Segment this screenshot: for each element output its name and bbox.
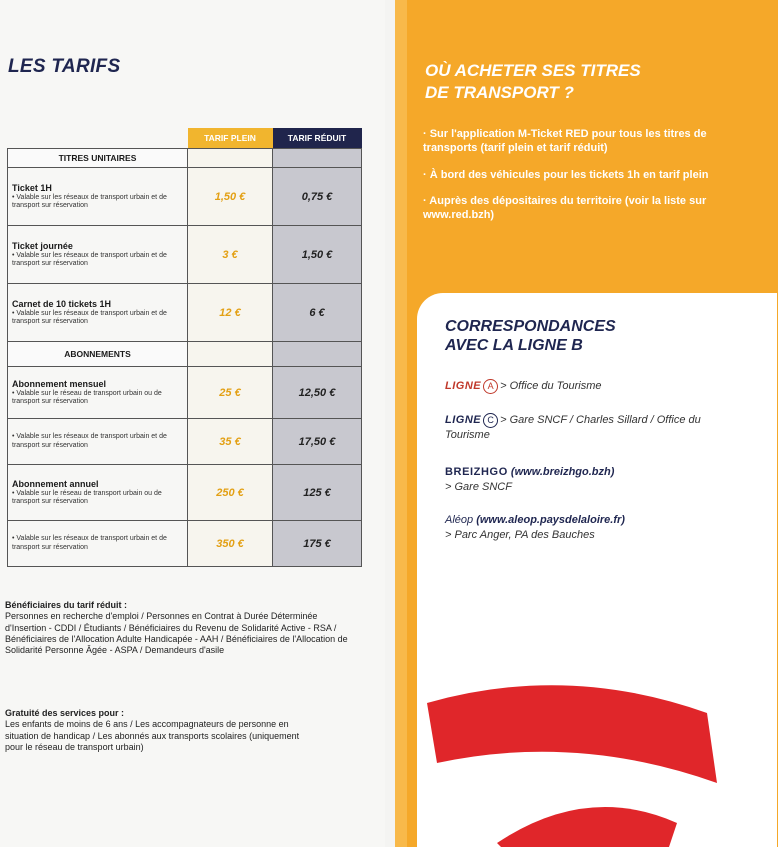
price-plein: 350 € (188, 521, 273, 567)
price-reduit: 1,50 € (273, 226, 362, 284)
section-header: TITRES UNITAIRES (8, 149, 188, 168)
red-swoosh-graphic (417, 673, 777, 847)
breizhgo-block (445, 465, 614, 495)
row-title: Abonnement annuel (12, 478, 99, 489)
ligne-label: LIGNE (445, 380, 482, 392)
col-header-reduit: TARIF RÉDUIT (273, 128, 362, 149)
row-desc: • Valable sur les réseaux de transport urbain et de transport sur réservation (12, 251, 167, 267)
aleop-sub: > Parc Anger, PA des Bauches (445, 528, 595, 541)
price-reduit: 12,50 € (273, 367, 362, 419)
gratuite-title: Gratuité des services pour : (5, 708, 125, 718)
breizhgo-sub: > Gare SNCF (445, 480, 512, 493)
row-title: Ticket journée (12, 240, 73, 251)
price-plein: 12 € (188, 284, 273, 342)
price-reduit: 17,50 € (273, 419, 362, 465)
acheter-title-line1: OÙ ACHETER SES TITRES (425, 61, 641, 80)
table-row (8, 521, 362, 567)
price-reduit: 0,75 € (273, 168, 362, 226)
ligne-c-icon: C (483, 413, 498, 428)
row-desc: • Valable sur le réseau de transport urbain ou de transport sur réservation (12, 389, 162, 405)
aleop-block (445, 513, 625, 543)
row-title: Abonnement mensuel (12, 378, 107, 389)
acheter-title-line2: DE TRANSPORT ? (425, 83, 574, 103)
aleop-url: (www.aleop.paysdelaloire.fr) (476, 514, 625, 526)
correspondances-title (445, 317, 616, 355)
table-row (8, 465, 362, 521)
price-plein: 250 € (188, 465, 273, 521)
breizhgo-url: (www.breizhgo.bzh) (510, 466, 615, 478)
table-row (8, 226, 362, 284)
buy-list (423, 127, 753, 234)
price-reduit: 125 € (273, 465, 362, 521)
beneficiaires-block (5, 600, 350, 656)
ligne-a-icon: A (483, 379, 498, 394)
acheter-title (425, 60, 641, 104)
row-title: Carnet de 10 tickets 1H (12, 298, 112, 309)
col-header-plein: TARIF PLEIN (188, 128, 273, 149)
list-item: · Sur l'application M-Ticket RED pour tous les titres de transports (tarif plein et tarif réduit) (423, 128, 707, 155)
table-row (8, 284, 362, 342)
table-row (8, 168, 362, 226)
beneficiaires-text: Personnes en recherche d'emploi / Personnes en Contrat à Durée Déterminée d'Insertion - CDDI / Étudiants / Bénéficiaires du Revenu de Solidarité Active - RSA / Bénéficiaires de l'Allocation Adulte Handicapée - AAH / Bénéficiaires de l'Allocation de Solidarité Personne Âgée - ASPA / Demandeurs d'asile (5, 611, 348, 655)
table-row (8, 419, 362, 465)
list-item: · Auprès des dépositaires du territoire (voir la liste sur www.red.bzh) (423, 194, 707, 222)
beneficiaires-title: Bénéficiaires du tarif réduit : (5, 600, 128, 610)
correspondances-title-line2: AVEC LA LIGNE B (445, 337, 583, 355)
price-plein: 25 € (188, 367, 273, 419)
table-row (8, 367, 362, 419)
ligne-a-text: > Office du Tourisme (500, 380, 602, 392)
left-panel (0, 0, 385, 847)
section-header: ABONNEMENTS (8, 342, 188, 367)
list-item: · À bord des véhicules pour les tickets 1h en tarif plein (423, 168, 709, 181)
tarifs-table (7, 128, 362, 567)
correspondances-card (417, 293, 777, 847)
tarifs-title: LES TARIFS (8, 56, 121, 77)
gratuite-text: Les enfants de moins de 6 ans / Les accompagnateurs de personne en situation de handicap / Les abonnés aux transports scolaires (uniquement pour le réseau de transport urbain) (5, 719, 300, 752)
right-panel (395, 0, 778, 847)
price-plein: 35 € (188, 419, 273, 465)
price-reduit: 175 € (273, 521, 362, 567)
ligne-a (445, 379, 602, 394)
row-desc: • Valable sur les réseaux de transport urbain et de transport sur réservation (12, 433, 167, 449)
row-desc: • Valable sur les réseaux de transport urbain et de transport sur réservation (12, 193, 167, 209)
row-desc: • Valable sur le réseau de transport urbain ou de transport sur réservation (12, 489, 162, 505)
gratuite-block (5, 708, 305, 753)
correspondances-title-line1: CORRESPONDANCES (445, 318, 616, 335)
ligne-label: LIGNE (445, 414, 482, 426)
breizhgo-logo: BREIZHGO (445, 466, 508, 478)
price-reduit: 6 € (273, 284, 362, 342)
row-desc: • Valable sur les réseaux de transport urbain et de transport sur réservation (12, 535, 167, 551)
fold-stripe (395, 0, 407, 847)
aleop-logo: Aléop (445, 514, 474, 526)
price-plein: 3 € (188, 226, 273, 284)
row-desc: • Valable sur les réseaux de transport urbain et de transport sur réservation (12, 309, 167, 325)
ligne-c (445, 413, 745, 443)
ligne-c-text: > Gare SNCF / Charles Sillard / Office du Tourisme (445, 414, 701, 441)
row-title: Ticket 1H (12, 182, 52, 193)
price-plein: 1,50 € (188, 168, 273, 226)
